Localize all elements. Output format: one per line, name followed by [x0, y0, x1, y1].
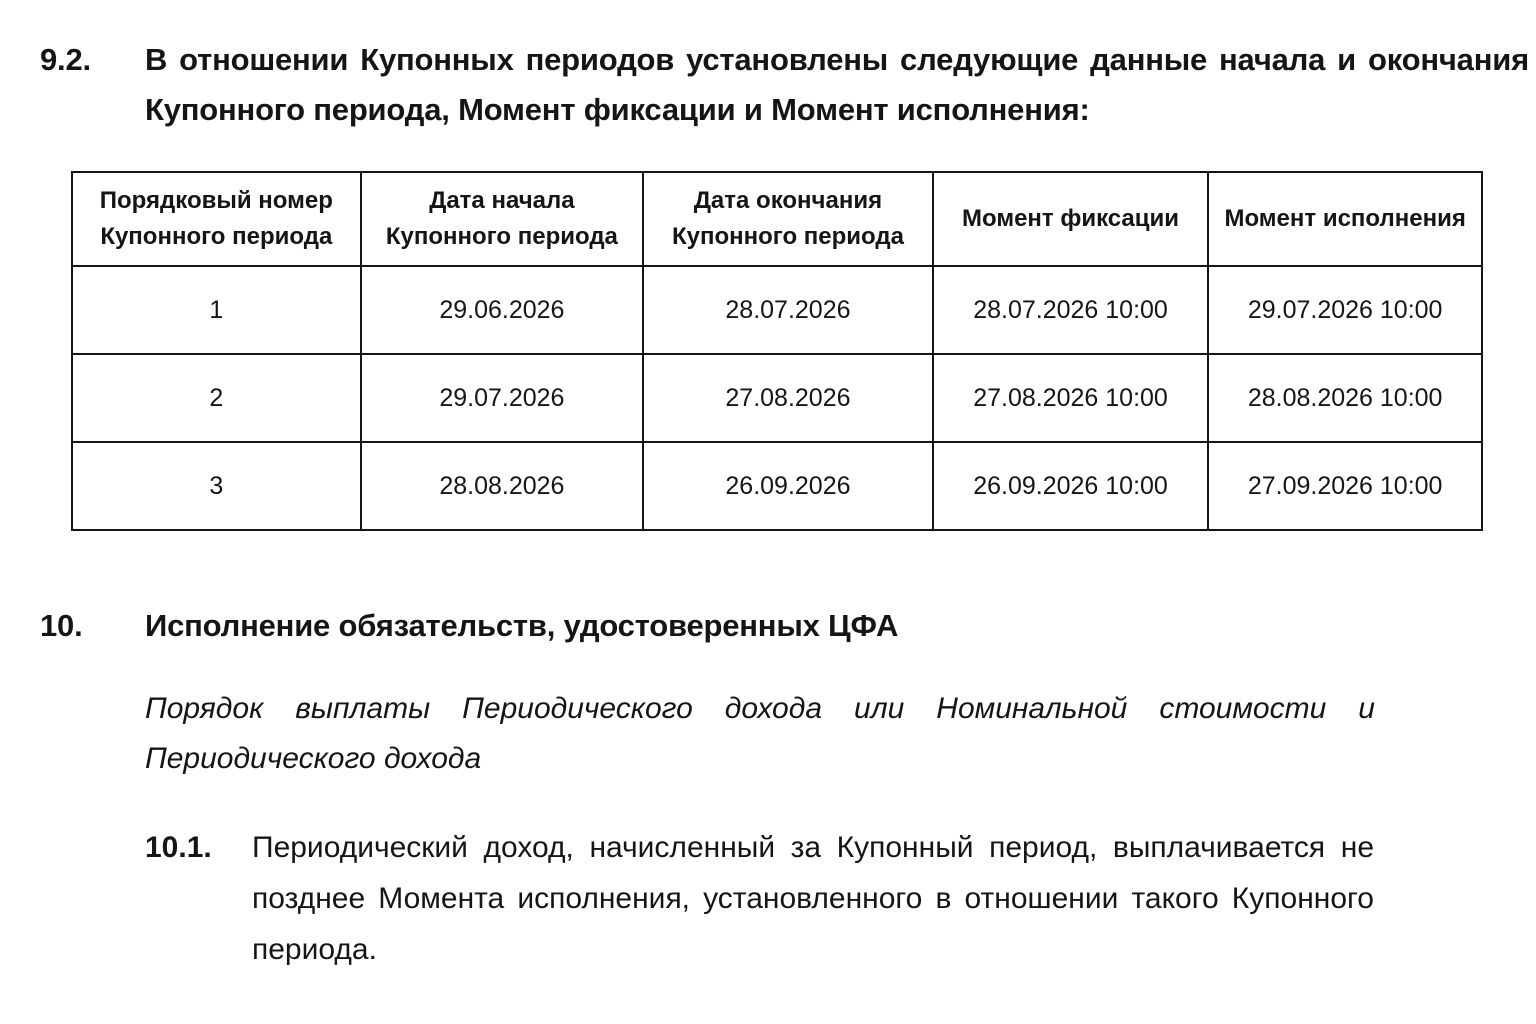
table-cell: 27.09.2026 10:00: [1208, 442, 1482, 530]
table-cell: 28.07.2026 10:00: [933, 266, 1209, 354]
column-header-fixing-moment: Момент фиксации: [933, 172, 1209, 266]
clause-number: 10.1.: [145, 831, 212, 864]
column-header-start-date: Дата начала Купонного периода: [361, 172, 644, 266]
table-cell: 3: [72, 442, 361, 530]
column-header-end-date: Дата окончания Купонного периода: [643, 172, 933, 266]
coupon-periods-table: [71, 171, 1483, 531]
table-cell: 29.07.2026 10:00: [1208, 266, 1482, 354]
section-number: 9.2.: [40, 42, 91, 77]
table-cell: 1: [72, 266, 361, 354]
table-cell: 27.08.2026: [643, 354, 933, 442]
table-cell: 29.07.2026: [361, 354, 644, 442]
table-cell: 26.09.2026: [643, 442, 933, 530]
table-row: [72, 442, 1482, 530]
table-cell: 28.08.2026: [361, 442, 644, 530]
column-header-execution-moment: Момент исполнения: [1208, 172, 1482, 266]
section-title: Исполнение обязательств, удостоверенных ЦФА: [145, 608, 899, 643]
table-row: [72, 266, 1482, 354]
table-cell: 27.08.2026 10:00: [933, 354, 1209, 442]
heading-line-2: Купонного периода, Момент фиксации и Момент исполнения:: [145, 92, 1090, 127]
section-number: 10.: [40, 608, 83, 643]
table-cell: 29.06.2026: [361, 266, 644, 354]
column-header-period-number: Порядковый номер Купонного периода: [72, 172, 361, 266]
heading-line-1: В отношении Купонных периодов установлены следующие данные начала и окончания: [145, 42, 1529, 77]
table-cell: 26.09.2026 10:00: [933, 442, 1209, 530]
section-10-subtitle: Порядок выплаты Периодического дохода или Номинальной стоимости и Периодического дохода: [145, 692, 1375, 775]
table-cell: 28.08.2026 10:00: [1208, 354, 1482, 442]
table-cell: 28.07.2026: [643, 266, 933, 354]
clause-text: Периодический доход, начисленный за Купонный период, выплачивается не позднее Момента исполнения, установленного в отношении такого Купонного периода.: [252, 831, 1374, 966]
section-heading-text: [145, 35, 1529, 135]
table-cell: 2: [72, 354, 361, 442]
table-row: [72, 354, 1482, 442]
table-header-row: [72, 172, 1482, 266]
